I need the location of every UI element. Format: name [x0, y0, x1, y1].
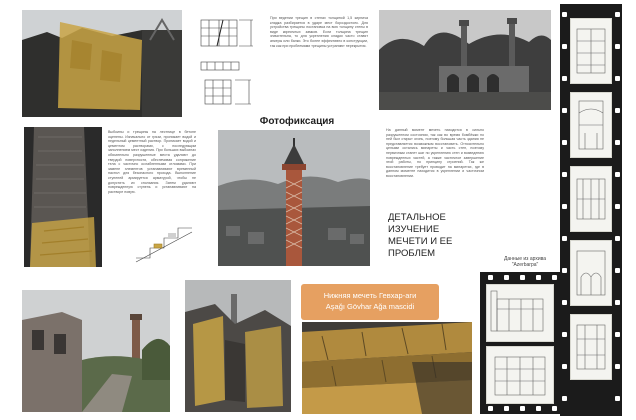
stair-detail-drawing	[132, 218, 200, 264]
archive-drawing-frame	[486, 284, 554, 342]
current-state-text: На данный момент мечеть находится в сильно разрушенном состоянии, так как во время бомбёжки по ней был открыт огонь, поэтому большая часть здания не представляется возможным восстановить. Относительно целыми остались минареты и часть стен, поэтому первичным станет шаг по укреплению стен и возведению поврежденных частей, а также частичное завершение этой работы, по принципу строений. Так же восстановление требует проводит на минаретах, где в данном моменте находится в укреплении и частичном восстановлении.	[386, 128, 484, 178]
minaret-photo	[218, 130, 370, 266]
archive-drawing-frame	[570, 240, 612, 306]
archive-caption-line: "Azerbarpa"	[511, 262, 539, 268]
archive-drawing-frame	[570, 314, 612, 380]
archive-drawing-frame	[570, 166, 612, 232]
archive-film-strip-horizontal	[480, 272, 560, 414]
mosque-exterior-photo	[379, 10, 551, 110]
archive-caption-line: Данные из архива	[503, 256, 547, 262]
mosque-name-ru: Нижняя мечеть Гевхар-аги	[323, 291, 417, 300]
section-title-line: ПРОБЛЕМ	[388, 248, 436, 259]
section-title-line: МЕЧЕТИ И ЕЕ	[388, 236, 453, 247]
stone-detail-photo	[302, 322, 472, 414]
archive-drawing-frame	[570, 92, 612, 158]
mosque-name-az: Aşağı Gövhar Ağa mascidi	[325, 302, 415, 311]
section-title-line: ИЗУЧЕНИЕ	[388, 224, 440, 235]
page-heading: Фотофиксация	[259, 116, 335, 127]
archive-caption	[492, 256, 558, 268]
stair-repair-text: Выбоины и трещины на лестнице в бетоне оценены. Изначально от грязи, проникает водой и недельный цементный раствор. Проникает водой и цементом растворами, с последующим заполнением мест изделия. При больших выбоинах обязательно разрушенные места удаляют до твердой поверхности, обеспечивая сопряжение тела с частично ослабленными отломами. При замене элементов устанавливают временный настил для безопасного прохода. Выполнение ступеней армируется арматурой, чтобы не допустить их сползания. Затем удаляют поврежденную ступень и устанавливают на растворе новую.	[108, 130, 196, 194]
brick-crack-drawing	[193, 14, 261, 112]
collapsed-wall-photo	[185, 280, 291, 412]
archive-drawing-frame	[486, 346, 554, 404]
wall-damage-photo	[22, 10, 182, 117]
archive-film-strip-vertical	[560, 4, 622, 416]
mosque-name-banner	[301, 284, 439, 320]
section-title-line: ДЕТАЛЬНОЕ	[388, 212, 446, 223]
ruins-path-photo	[22, 290, 170, 412]
section-title	[388, 212, 488, 260]
staircase-photo	[24, 127, 102, 267]
crack-repair-text: При ведении трещин в стенах толщиной 1,5 кирпича кладка разбирается в ударе мест бороздостоек. Для устройства трещины постановка на всю толщину стены в виде кирпичных замков. Если толщина трещин значительна, то для укрепления кладки часто ставят анкеры или балки. Это более эффективно в конструкции, так как при проблемами трещины устраняют перекрытия.	[270, 16, 368, 48]
archive-drawing-frame	[570, 18, 612, 84]
